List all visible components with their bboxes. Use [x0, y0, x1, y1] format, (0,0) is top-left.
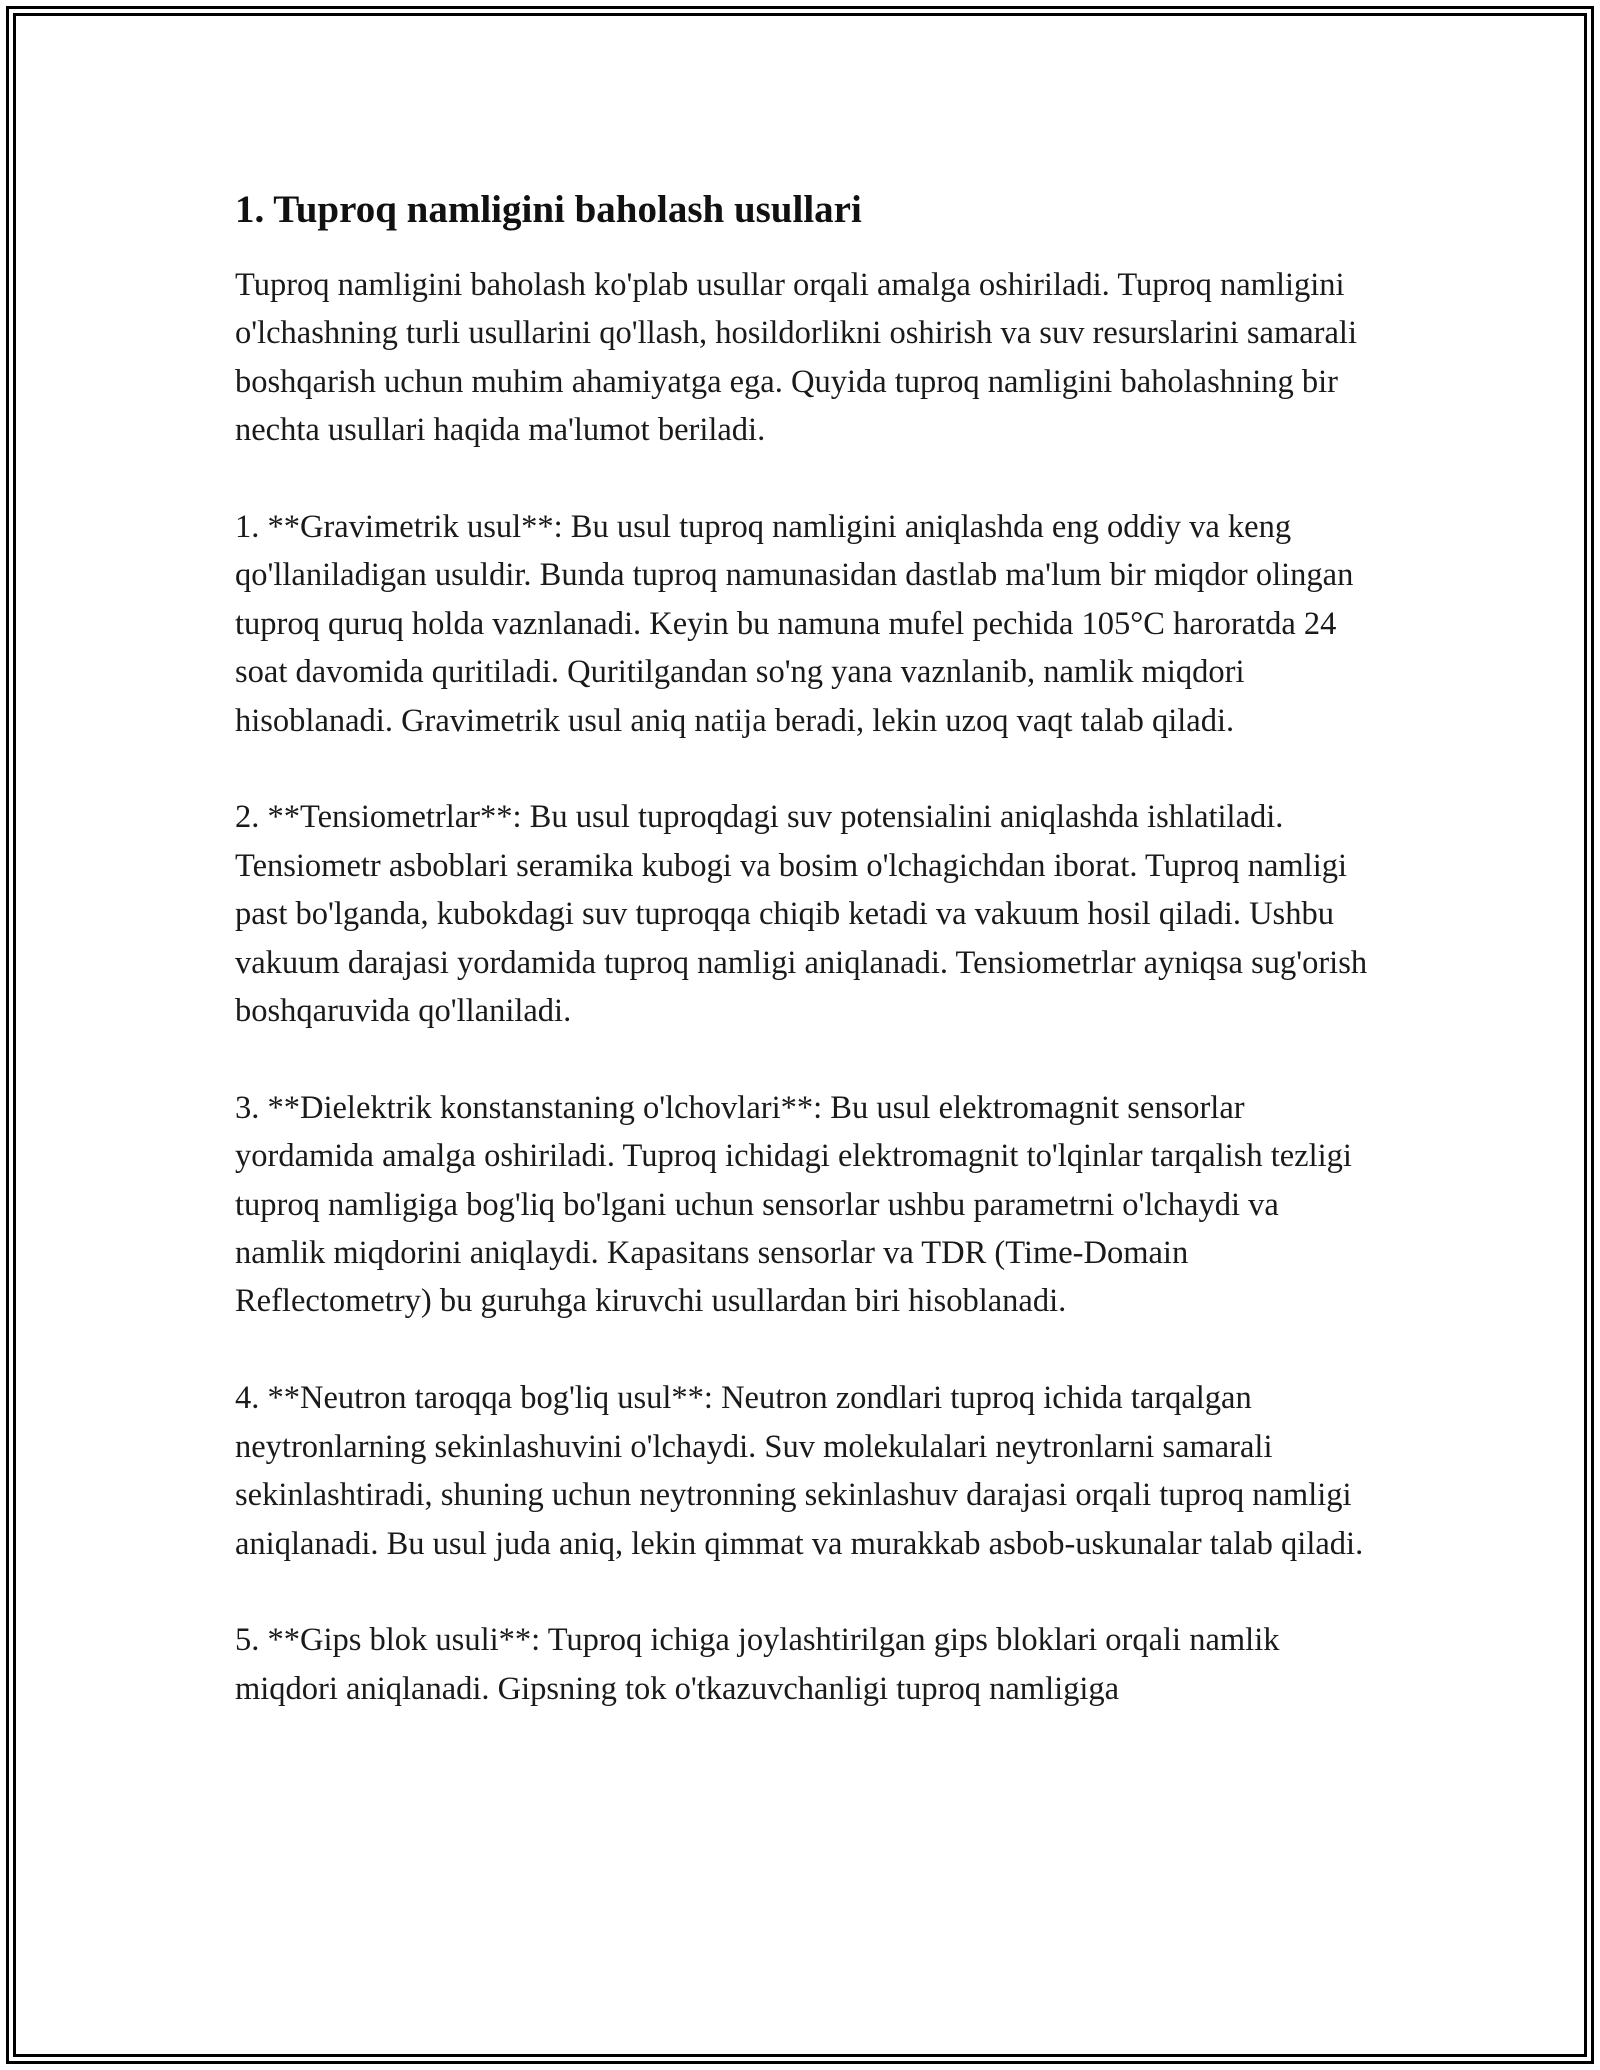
paragraph-intro: Tuproq namligini baholash ko'plab usullar orqali amalga oshiriladi. Tuproq namligini o'lchashning turli usullarini qo'llash, hosildorlikni oshirish va suv resurslarini samarali boshqarish uchun muhim ahamiyatga ega. Quyida tuproq namligini baholashning bir nechta usullari haqida ma'lumot beriladi.	[235, 267, 1357, 449]
page-title: 1. Tuproq namligini baholash usullari	[235, 188, 862, 231]
paragraph-tensiometers: 2. **Tensiometrlar**: Bu usul tuproqdagi suv potensialini aniqlashda ishlatiladi. Tensiometr asboblari seramika kubogi va bosim o'lchagichdan iborat. Tuproq namligi past bo'lganda, kubokdagi suv tuproqqa chiqib ketadi va vakuum hosil qiladi. Ushbu vakuum darajasi yordamida tuproq namligi aniqlanadi. Tensiometrlar ayniqsa sug'orish boshqaruvida qo'llaniladi.	[235, 799, 1368, 1030]
document-body	[235, 186, 1375, 1713]
paragraph-gypsum-block-method: 5. **Gips blok usuli**: Tuproq ichiga joylashtirilgan gips bloklari orqali namlik miqdori aniqlanadi. Gipsning tok o'tkazuvchanligi tuproq namligiga	[235, 1622, 1280, 1707]
paragraph-dielectric-measurements: 3. **Dielektrik konstanstaning o'lchovlari**: Bu usul elektromagnit sensorlar yordamida amalga oshiriladi. Tuproq ichidagi elektromagnit to'lqinlar tarqalish tezligi tuproq namligiga bog'liq bo'lgani uchun sensorlar ushbu parametrni o'lchaydi va namlik miqdorini aniqlaydi. Kapasitans sensorlar va TDR (Time-Domain Reflectometry) bu guruhga kiruvchi usullardan biri hisoblanadi.	[235, 1089, 1352, 1320]
paragraph-gravimetric-method: 1. **Gravimetrik usul**: Bu usul tuproq namligini aniqlashda eng oddiy va keng qo'llaniladigan usuldir. Bunda tuproq namunasidan dastlab ma'lum bir miqdor olingan tuproq quruq holda vaznlanadi. Keyin bu namuna mufel pechida 105°C haroratda 24 soat davomida quritiladi. Quritilgandan so'ng yana vaznlanib, namlik miqdori hisoblanadi. Gravimetrik usul aniq natija beradi, lekin uzoq vaqt talab qiladi.	[235, 509, 1354, 739]
paragraph-neutron-method: 4. **Neutron taroqqa bog'liq usul**: Neutron zondlari tuproq ichida tarqalgan neytronlarning sekinlashuvini o'lchaydi. Suv molekulalari neytronlarni samarali sekinlashtiradi, shuning uchun neytronning sekinlashuv darajasi orqali tuproq namligi aniqlanadi. Bu usul juda aniq, lekin qimmat va murakkab asbob-uskunalar talab qiladi.	[235, 1380, 1364, 1562]
